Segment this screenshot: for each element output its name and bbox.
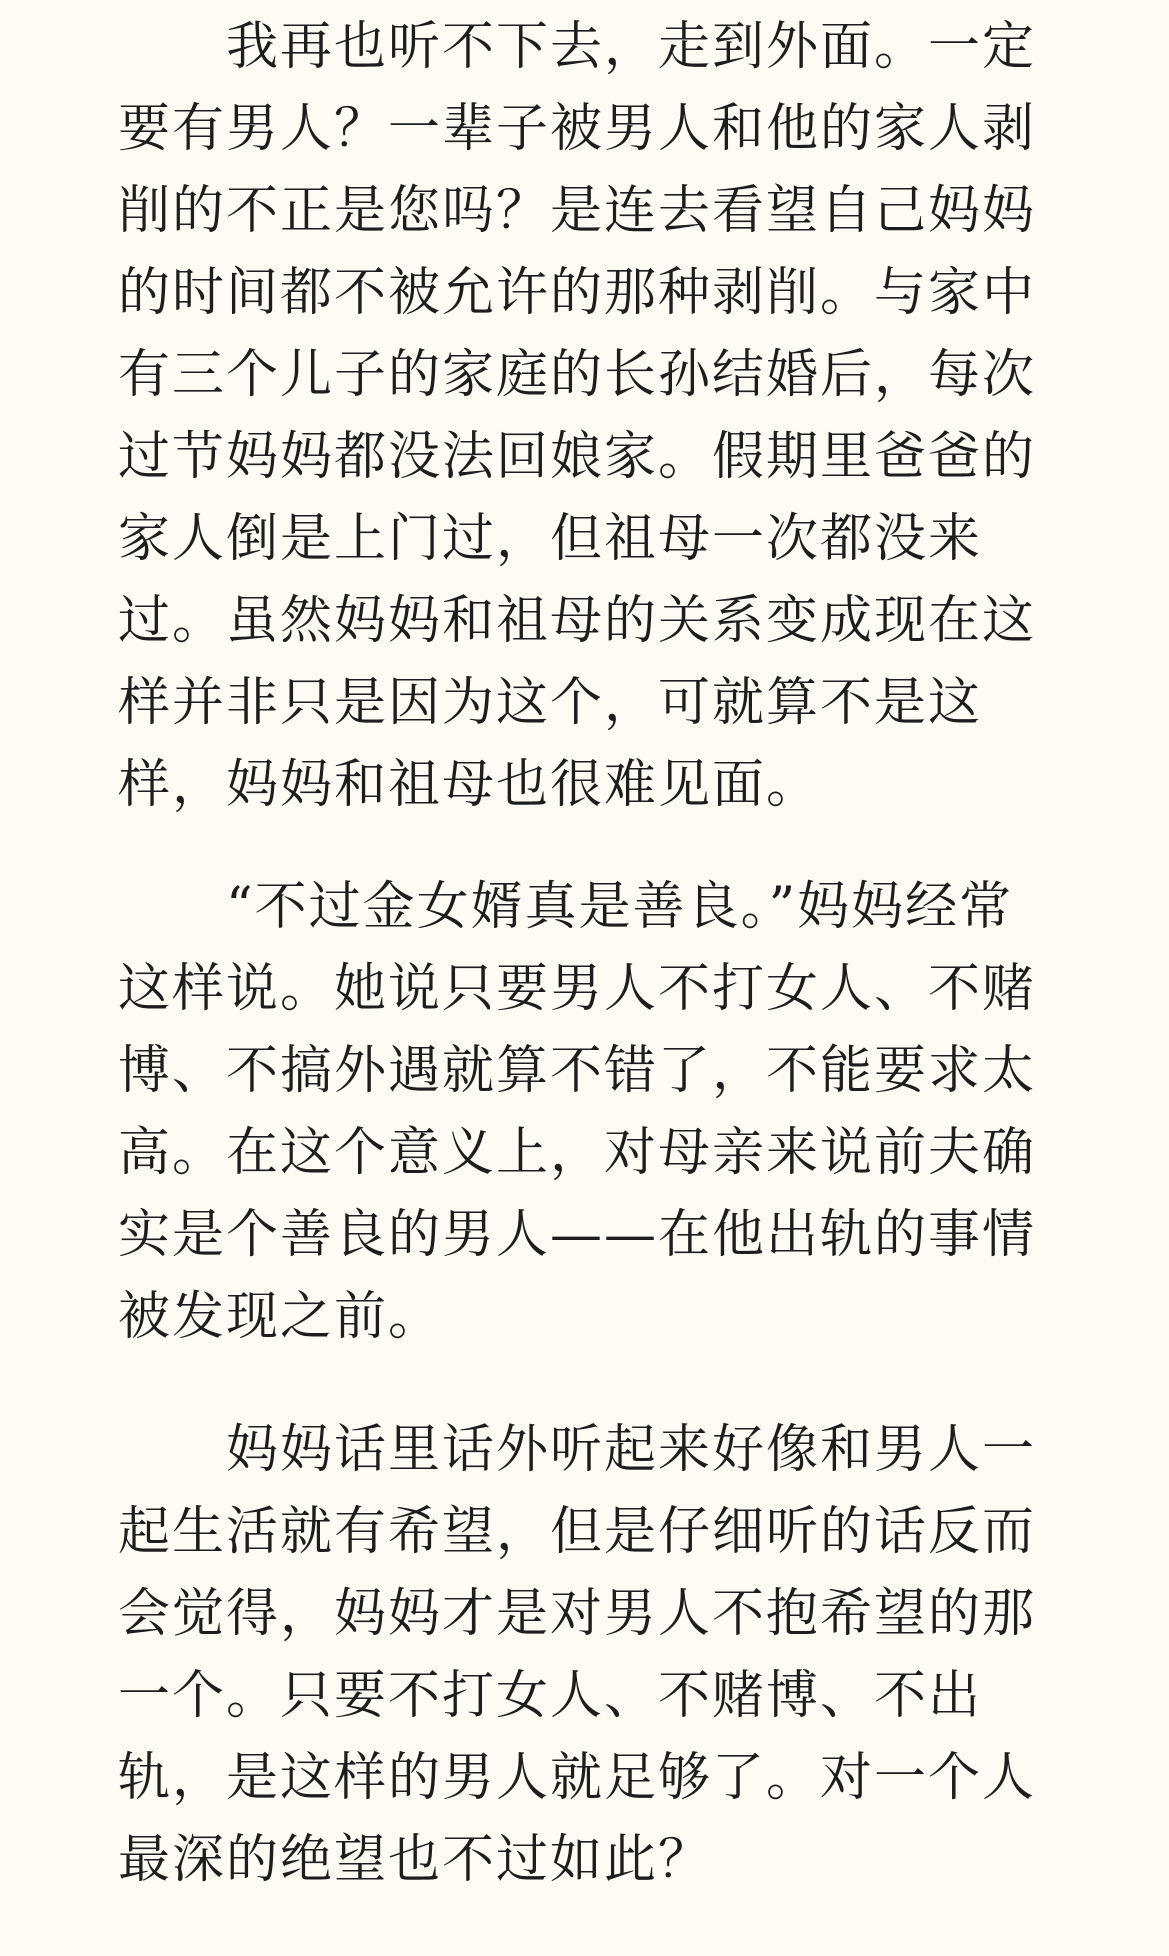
text-line: 妈妈话里话外听起来好像和男人一 [118, 1420, 1037, 1480]
text-line: 博、不搞外遇就算不错了，不能要求太 [118, 1041, 1037, 1101]
text-line: 高。在这个意义上，对母亲来说前夫确 [118, 1123, 1037, 1183]
text-line: 起生活就有希望，但是仔细听的话反而 [118, 1502, 1037, 1562]
text-line: “不过金女婿真是善良。”妈妈经常 [118, 877, 1014, 937]
text-line: 有三个儿子的家庭的长孙结婚后，每次 [118, 345, 1037, 405]
text-line: 轨，是这样的男人就足够了。对一个人 [118, 1748, 1037, 1808]
text-line: 家人倒是上门过，但祖母一次都没来 [118, 509, 983, 569]
text-line: 样并非只是因为这个，可就算不是这 [118, 673, 983, 733]
text-line: 的时间都不被允许的那种剥削。与家中 [118, 263, 1037, 323]
text-line: 我再也听不下去，走到外面。一定 [118, 17, 1037, 77]
text-line: 一个。只要不打女人、不赌博、不出 [118, 1666, 983, 1726]
text-line: 被发现之前。 [118, 1287, 443, 1347]
text-line: 实是个善良的男人——在他出轨的事情 [118, 1205, 1037, 1265]
text-line: 这样说。她说只要男人不打女人、不赌 [118, 959, 1037, 1019]
text-line: 要有男人？一辈子被男人和他的家人剥 [118, 99, 1037, 159]
text-line: 过。虽然妈妈和祖母的关系变成现在这 [118, 591, 1037, 651]
text-line: 过节妈妈都没法回娘家。假期里爸爸的 [118, 427, 1037, 487]
text-line: 最深的绝望也不过如此？ [118, 1830, 713, 1890]
text-line: 削的不正是您吗？是连去看望自己妈妈 [118, 181, 1037, 241]
text-line: 会觉得，妈妈才是对男人不抱希望的那 [118, 1584, 1037, 1644]
text-line: 样，妈妈和祖母也很难见面。 [118, 755, 821, 815]
